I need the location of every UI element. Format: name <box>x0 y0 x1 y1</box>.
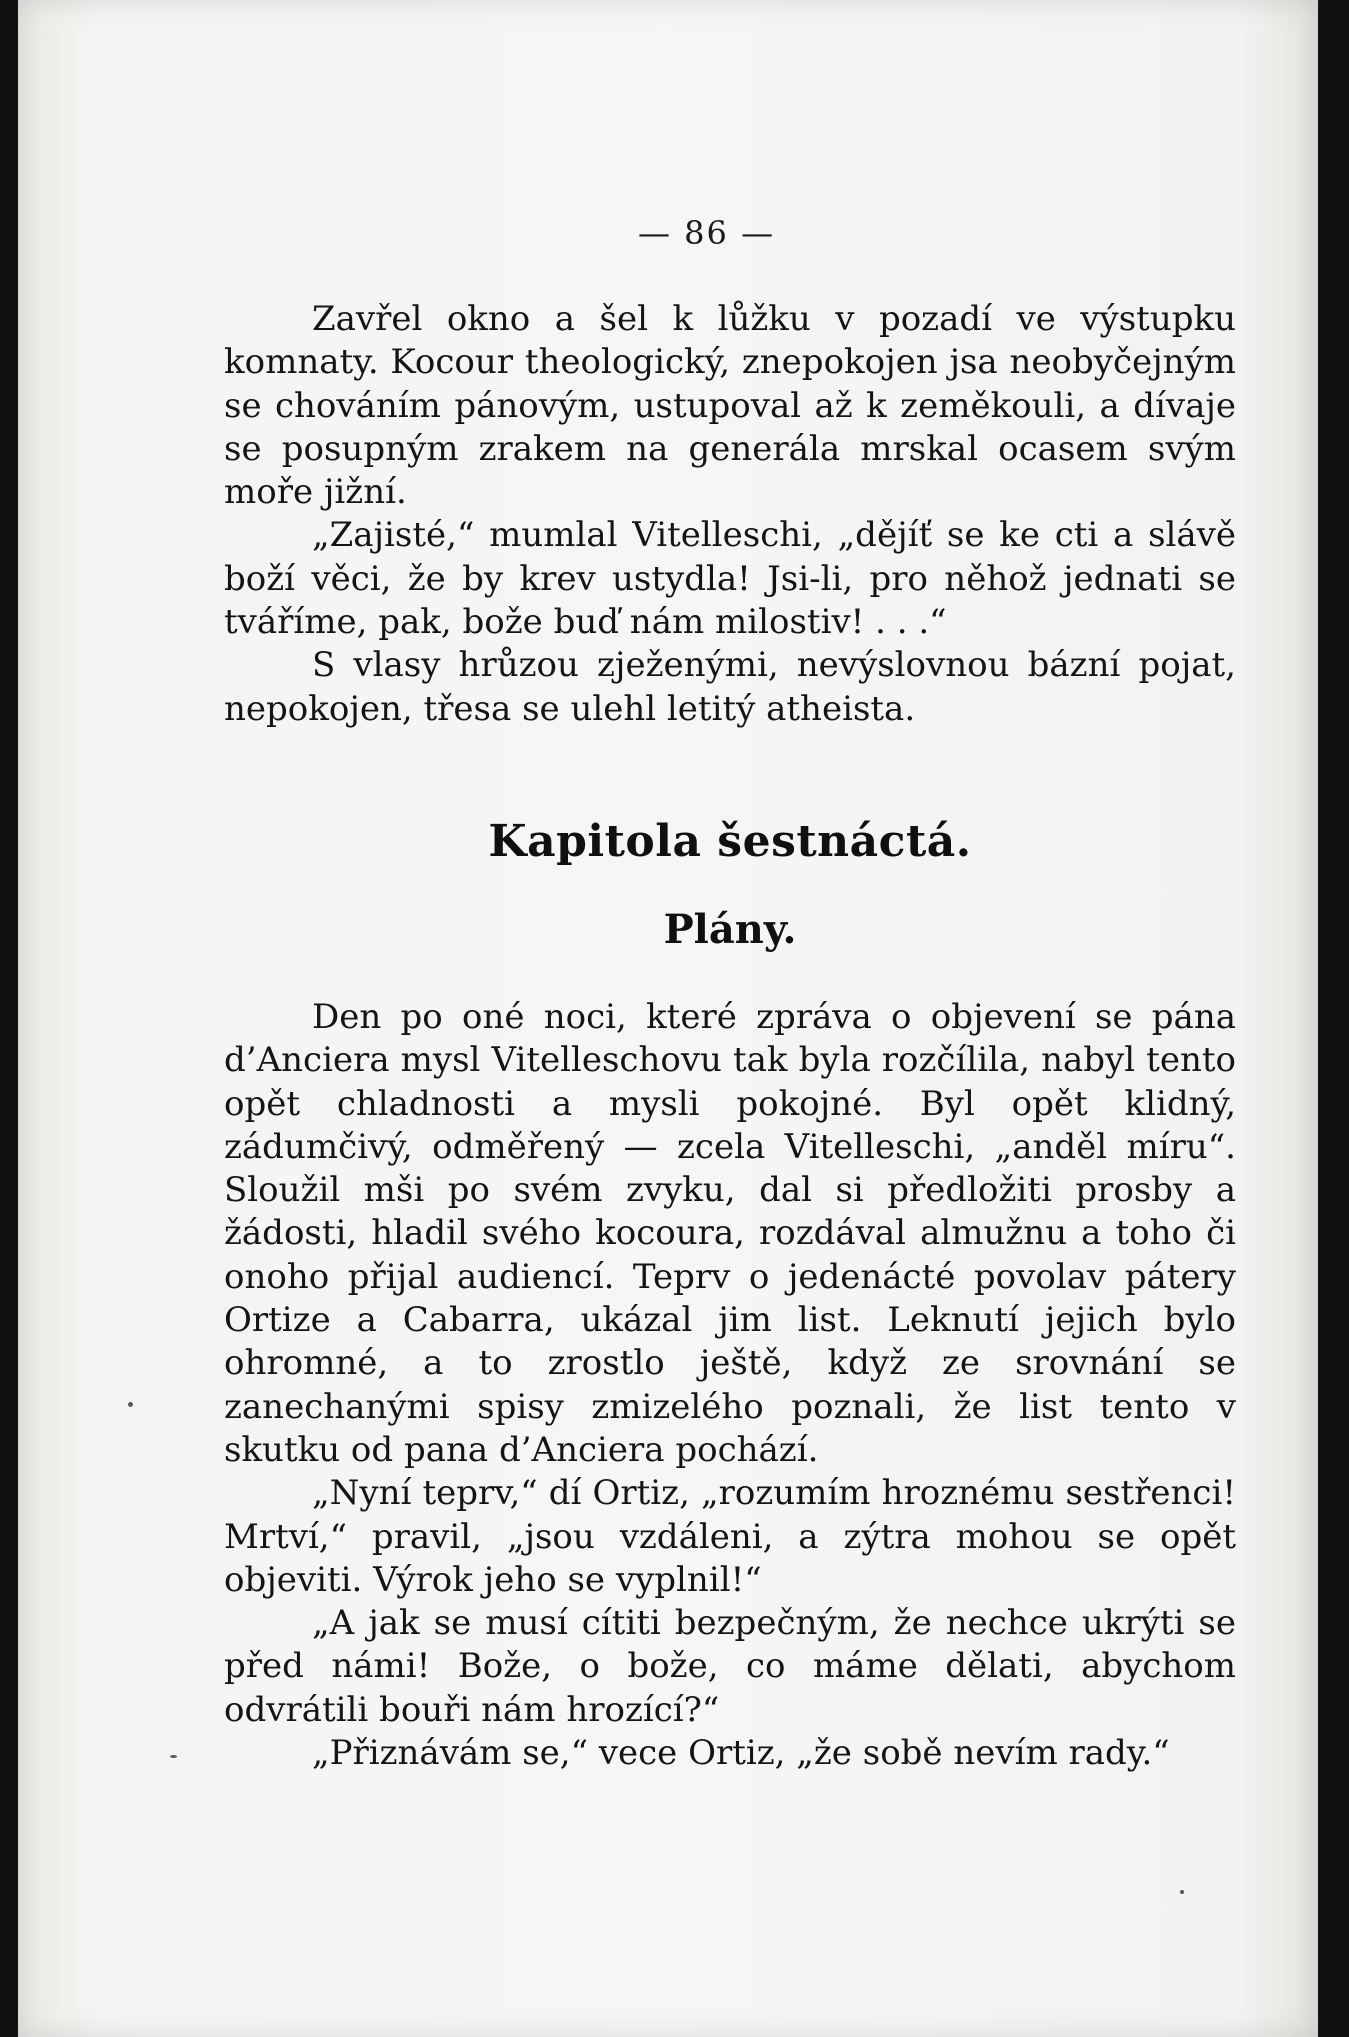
paragraph-6: „A jak se musí cítiti bezpečným, že nechce ukrýti se před námi! Bože, o bože, co máme dělati, abychom odvrátili bouři nám hrozící?“ <box>224 1603 1236 1730</box>
paper-speck <box>128 1402 133 1407</box>
paragraph-2: „Zajisté,“ mumlal Vitelleschi, „dějíť se ke cti a slávě boží věci, že by krev ustydla! Jsi-li, pro něhož jednati se tváříme, pak, bože buď nám milostiv! . . .“ <box>224 515 1236 643</box>
paragraph-7: „Přiznávám se,“ vece Ortiz, „že sobě nevím rady.“ <box>312 1733 1170 1774</box>
chapter-subtitle: Plány. <box>663 906 797 953</box>
paragraph-5: „Nyní teprv,“ dí Ortiz, „rozumím hroznému sestřenci! Mrtví,“ pravil, „jsou vzdáleni, a zýtra mohou se opět objeviti. Výrok jeho se vyplnil!“ <box>224 1473 1236 1600</box>
paper-speck <box>1180 1890 1184 1894</box>
paragraph-3: S vlasy hrůzou zježenými, nevýslovnou bázní pojat, nepokojen, třesa se ulehl letitý atheista. <box>224 645 1236 729</box>
opening-text <box>224 298 1236 731</box>
page-number: — 86 — <box>638 214 776 252</box>
chapter-title: Kapitola šestnáctá. <box>488 816 972 867</box>
paper-speck <box>170 1755 177 1758</box>
chapter-text <box>224 996 1236 1775</box>
paragraph-1: Zavřel okno a šel k lůžku v pozadí ve výstupku komnaty. Kocour theologický, znepokojen jsa neobyčejným se chováním pánovým, ustupoval až k zeměkouli, a dívaje se posupným zrakem na generála mrskal ocasem svým moře jižní. <box>224 299 1236 513</box>
paragraph-4: Den po oné noci, které zpráva o objevení se pána d’Anciera mysl Vitelleschovu tak byla rozčílila, nabyl tento opět chladnosti a mysli pokojné. Byl opět klidný, zádumčivý, odměřený — zcela Vitelleschi, „anděl míru“. Sloužil mši po svém zvyku, dal si předložiti prosby a žádosti, hladil svého kocoura, rozdával almužnu a toho či onoho přijal audiencí. Teprv o jedenácté povolav pátery Ortize a Cabarra, ukázal jim list. Leknutí jejich bylo ohromné, a to zrostlo ještě, když ze srovnání se zanechanými spisy zmizelého poznali, že list tento v skutku od pana d’Anciera pochází. <box>224 997 1236 1470</box>
page-sheet <box>18 0 1318 2037</box>
